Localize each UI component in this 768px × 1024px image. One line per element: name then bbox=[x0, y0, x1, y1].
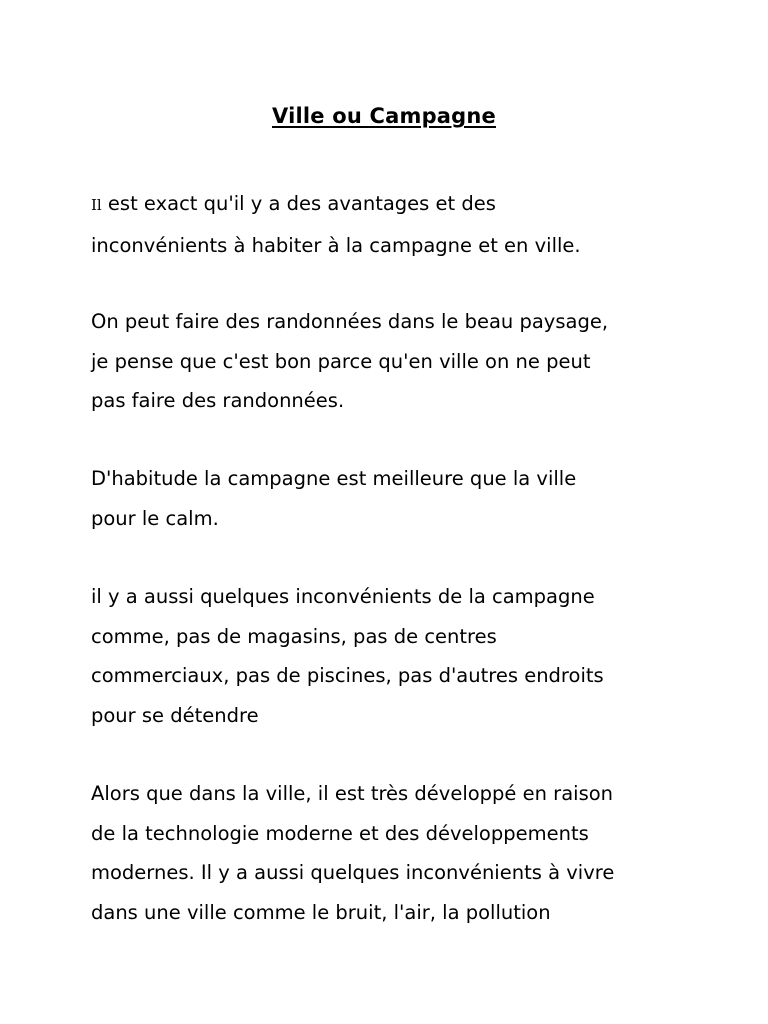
paragraph-line: commerciaux, pas de piscines, pas d'autres endroits bbox=[91, 664, 604, 687]
paragraph-2 bbox=[91, 302, 711, 421]
paragraph-5 bbox=[91, 774, 711, 932]
paragraph-line: pas faire des randonnées. bbox=[91, 389, 345, 412]
first-word: Il bbox=[91, 196, 102, 214]
paragraph-1 bbox=[91, 184, 711, 265]
paragraph-line: pour le calm. bbox=[91, 506, 219, 530]
paragraph-line: comme, pas de magasins, pas de centres bbox=[91, 624, 497, 648]
paragraph-line: D'habitude la campagne est meilleure que la ville bbox=[91, 467, 577, 490]
paragraph-line: inconvénients à habiter à la campagne et en ville. bbox=[91, 233, 581, 257]
paragraph-line: de la technologie moderne et des développements bbox=[91, 821, 589, 845]
paragraph-line: On peut faire des randonnées dans le beau paysage, bbox=[91, 310, 609, 333]
paragraph-line: il y a aussi quelques inconvénients de la campagne bbox=[91, 585, 595, 608]
page-title: Ville ou Campagne bbox=[271, 104, 496, 128]
paragraph-line: Alors que dans la ville, il est très développé en raison bbox=[91, 782, 614, 805]
paragraph-3 bbox=[91, 459, 711, 538]
paragraph-line: pour se détendre bbox=[91, 703, 259, 727]
paragraph-line: je pense que c'est bon parce qu'en ville on ne peut bbox=[91, 349, 591, 373]
paragraph-4 bbox=[91, 577, 711, 735]
paragraph-line bbox=[91, 184, 711, 226]
line-text: est exact qu'il y a des avantages et des bbox=[101, 192, 496, 215]
paragraph-line: dans une ville comme le bruit, l'air, la pollution bbox=[91, 900, 551, 924]
paragraph-line: modernes. Il y a aussi quelques inconvénients à vivre bbox=[91, 861, 615, 884]
